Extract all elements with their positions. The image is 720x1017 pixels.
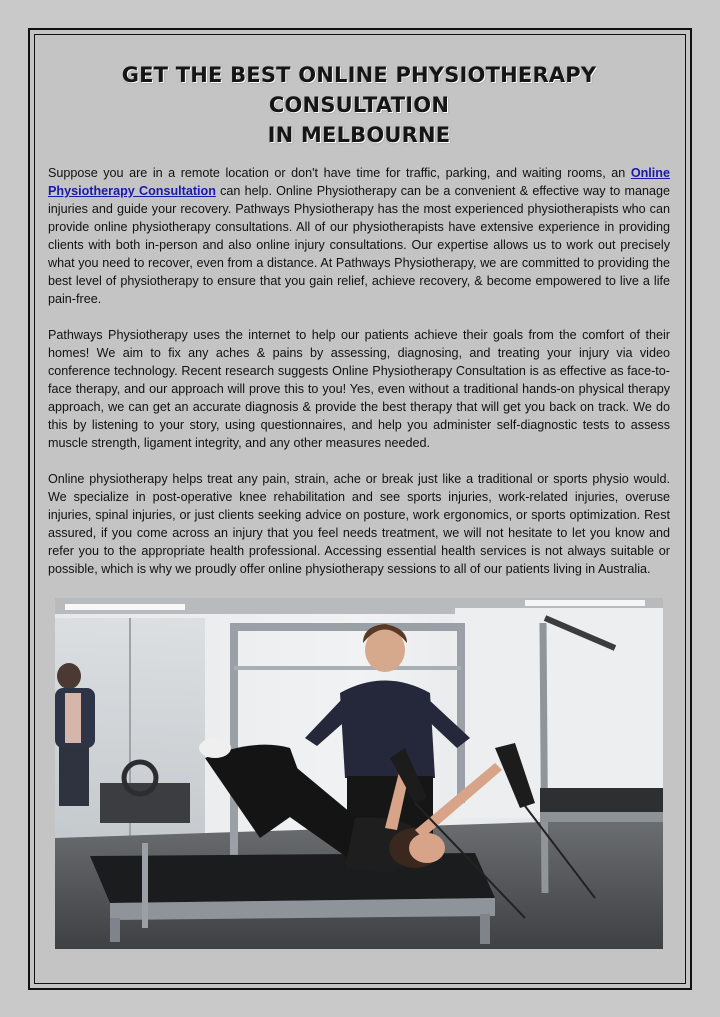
paragraph-3: Online physiotherapy helps treat any pain, strain, ache or break just like a traditional or sports physio would. We specialize in post-operative knee rehabilitation and see sports injuries, work-related injuries, overuse injuries, spinal injuries, or just clients seeking advice on posture, work ergonomics, or sports optimization. Rest assured, if you come across an injury that you feel needs treatment, we will not hesitate to let you know and refer you to the appropriate health professional. Accessing essential health services is not always suitable or possible, which is why we proudly offer online physiotherapy sessions to all of our patients living in Australia. bbox=[48, 472, 670, 576]
paragraph-1 bbox=[48, 164, 670, 308]
document-content bbox=[48, 60, 670, 596]
page-title bbox=[48, 60, 670, 150]
paragraph-1-rest: can help. Online Physiotherapy can be a convenient & effective way to manage injuries and guide your recovery. Pathways Physiotherapy has the most experienced physiotherapists who can provide online physiotherapy consultations. All of our physiotherapists have extensive experience in providing clients with both in-person and also online injury consultations. Our expertise allows us to work out precisely what you need to recover, even from a distance. At Pathways Physiotherapy, we are committed to providing the best level of physiotherapy to ensure that you gain relief, achieve recovery, & become empowered to live a life pain-free. bbox=[48, 184, 670, 306]
paragraph-2: Pathways Physiotherapy uses the internet to help our patients achieve their goals from the comfort of their homes! We aim to fix any aches & pains by assessing, diagnosing, and treating your injury via video conference technology. Recent research suggests Online Physiotherapy Consultation is as effective as face-to-face therapy, and our approach will prove this to you! Yes, even without a traditional hands-on physical therapy approach, we can get an accurate diagnosis & provide the best therapy that will get you back on track. We do this by listening to your story, using questionnaires, and help you administer self-diagnostic tests to assess muscle strength, ligament integrity, and any other measures needed. bbox=[48, 328, 670, 450]
title-line-1: GET THE BEST ONLINE PHYSIOTHERAPY CONSULTATION bbox=[121, 63, 597, 117]
paragraph-1-intro: Suppose you are in a remote location or don't have time for traffic, parking, and waiting rooms, an bbox=[48, 166, 631, 180]
title-line-2: IN MELBOURNE bbox=[267, 123, 451, 147]
pilates-reformer-photo bbox=[55, 598, 663, 949]
online-physiotherapy-link[interactable]: Online Physiotherapy Consultation bbox=[48, 166, 670, 198]
